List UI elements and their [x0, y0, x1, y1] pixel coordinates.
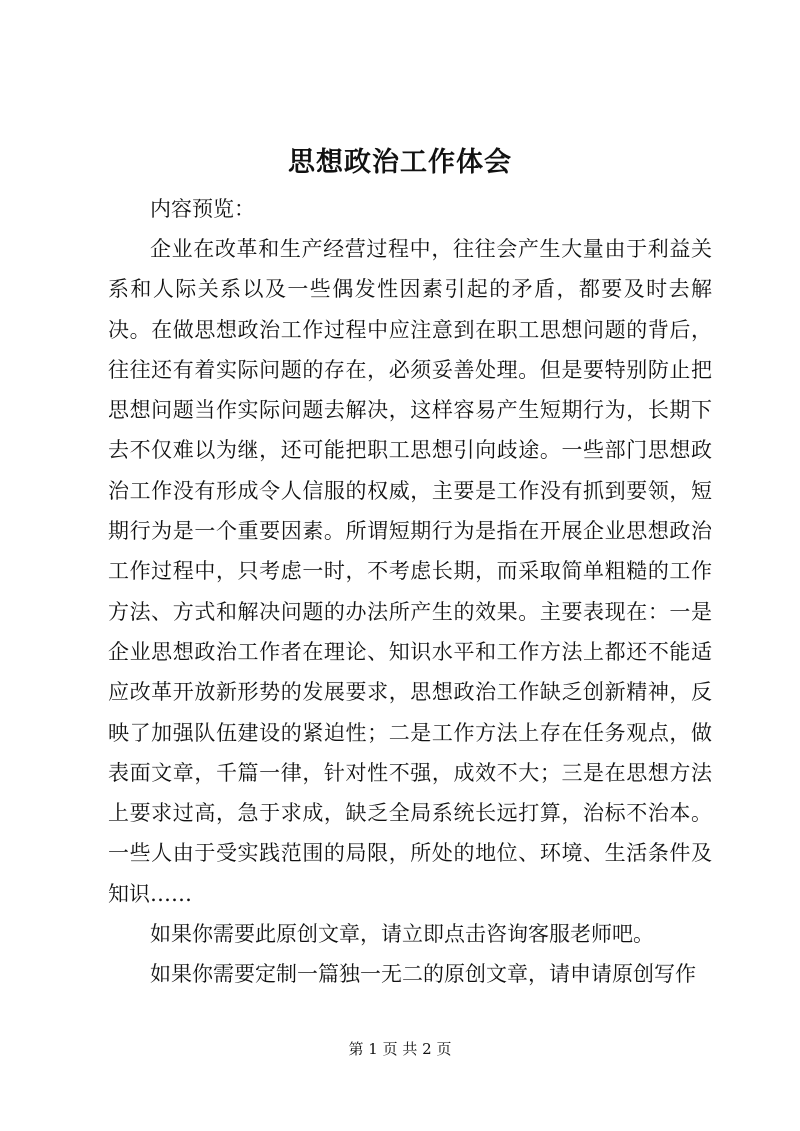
main-paragraph: 企业在改革和生产经营过程中，往往会产生大量由于利益关系和人际关系以及一些偶发性因素引起的矛盾，都要及时去解决。在做思想政治工作过程中应注意到在职工思想问题的背后，往往还有着实际问题的存在，必须妥善处理。但是要特别防止把思想问题当作实际问题去解决，这样容易产生短期行为，长期下去不仅难以为继，还可能把职工思想引向歧途。一些部门思想政治工作没有形成令人信服的权威，主要是工作没有抓到要领，短期行为是一个重要因素。所谓短期行为是指在开展企业思想政治工作过程中，只考虑一时，不考虑长期，而采取简单粗糙的工作方法、方式和解决问题的办法所产生的效果。主要表现在：一是企业思想政治工作者在理论、知识水平和工作方法上都还不能适应改革开放新形势的发展要求，思想政治工作缺乏创新精神，反映了加强队伍建设的紧迫性；二是工作方法上存在任务观点，做表面文章，千篇一律，针对性不强，成效不大；三是在思想方法上要求过高，急于求成，缺乏全局系统长远打算，治标不治本。一些人由于受实践范围的局限，所处的地位、环境、生活条件及知识…… — [108, 237, 712, 906]
page-indicator: 第 1 页 共 2 页 — [348, 1040, 452, 1058]
custom-writing-link-text[interactable]: 如果你需要定制一篇独一无二的原创文章，请申请原创写作 — [150, 962, 696, 986]
preview-label: 内容预览： — [150, 197, 255, 221]
consult-link-text[interactable]: 如果你需要此原创文章，请立即点击咨询客服老师吧。 — [150, 922, 654, 946]
document-title: 思想政治工作体会 — [288, 147, 512, 178]
